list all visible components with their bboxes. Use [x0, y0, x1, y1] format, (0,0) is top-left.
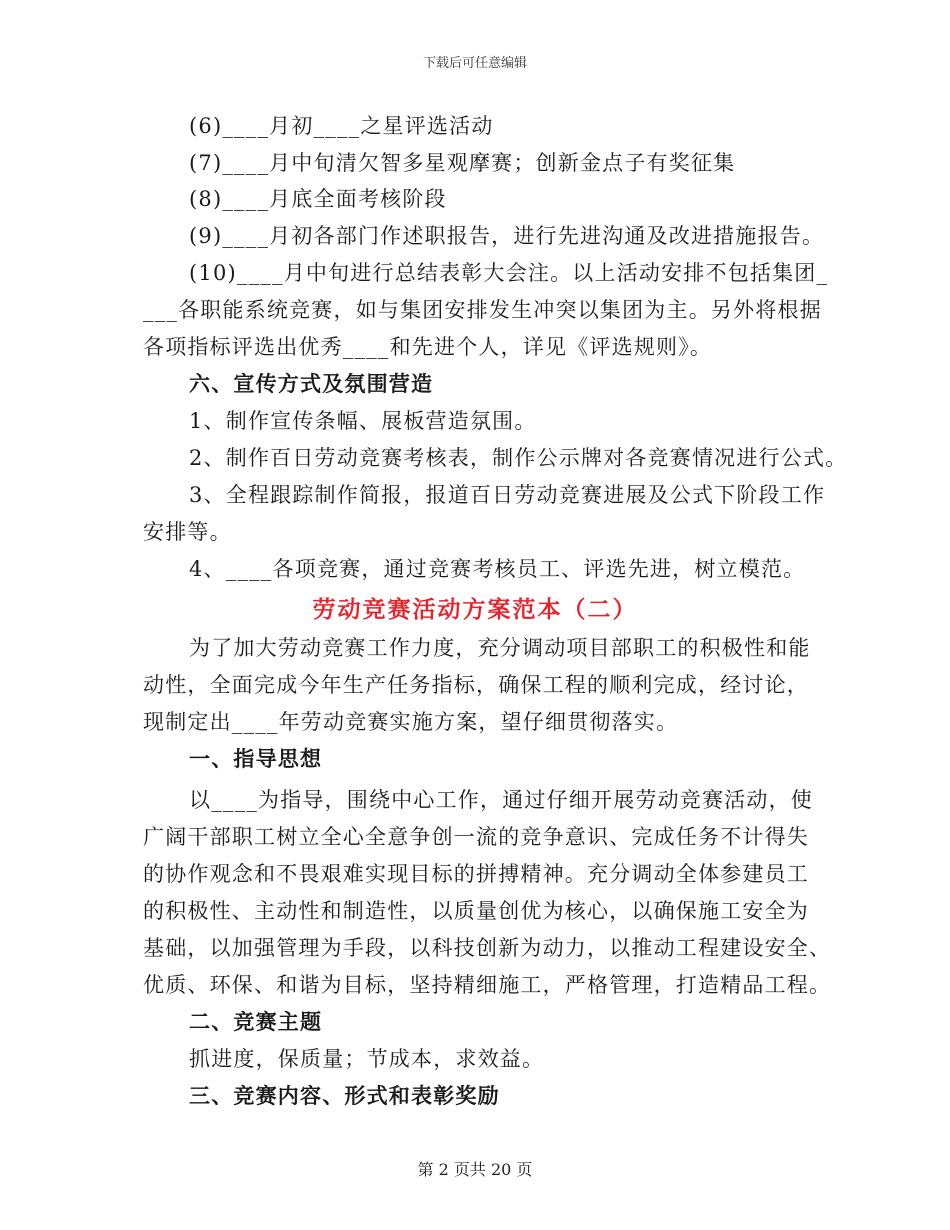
paragraph-line: 优质、环保、和谐为目标，坚持精细施工，严格管理，打造精品工程。	[143, 973, 832, 997]
list-item: (9)____月初各部门作述职报告，进行先进沟通及改进措施报告。	[189, 224, 825, 248]
section-title: 劳动竞赛活动方案范本（二）	[312, 596, 638, 623]
paragraph-line: 抓进度，保质量；节成本，求效益。	[189, 1047, 545, 1071]
paragraph-line: ___各职能系统竞赛，如与集团安排发生冲突以集团为主。另外将根据	[143, 298, 822, 322]
paragraph-line: 为了加大劳动竞赛工作力度，充分调动项目部职工的积极性和能	[189, 636, 811, 660]
section-heading: 三、竞赛内容、形式和表彰奖励	[189, 1083, 500, 1108]
page-footer: 第 2 页共 20 页	[417, 1160, 533, 1179]
list-item: 4、____各项竞赛，通过竞赛考核员工、评选先进，树立模范。	[189, 557, 806, 581]
paragraph-line: 现制定出____年劳动竞赛实施方案，望仔细贯彻落实。	[143, 710, 679, 734]
list-item: (8)____月底全面考核阶段	[189, 187, 447, 211]
paragraph-line: 以____为指导，围绕中心工作，通过仔细开展劳动竞赛活动，使	[189, 788, 813, 812]
paragraph-line: 各项指标评选出优秀____和先进个人，详见《评选规则》。	[143, 335, 713, 359]
list-item: (6)____月初____之星评选活动	[189, 114, 494, 138]
paragraph-line: 广阔干部职工树立全心全意争创一流的竞争意识、完成任务不计得失	[143, 825, 809, 849]
paragraph-line: 基础，以加强管理为手段，以科技创新为动力，以推动工程建设安全、	[143, 936, 832, 960]
paragraph-line: 动性，全面完成今年生产任务指标，确保工程的顺利完成，经讨论，	[143, 673, 809, 697]
list-item: 2、制作百日劳动竞赛考核表，制作公示牌对各竞赛情况进行公式。	[189, 446, 848, 470]
section-heading: 一、指导思想	[189, 746, 323, 771]
list-item: (10)____月中旬进行总结表彰大会注。以上活动安排不包括集团_	[189, 261, 829, 285]
list-item: (7)____月中旬清欠智多星观摩赛；创新金点子有奖征集	[189, 151, 736, 175]
paragraph-line: 的协作观念和不畏艰难实现目标的拼搏精神。充分调动全体参建员工	[143, 862, 809, 886]
paragraph-line: 的积极性、主动性和制造性，以质量创优为核心，以确保施工安全为	[143, 899, 809, 923]
page-header: 下载后可任意编辑	[422, 56, 527, 71]
paragraph-line: 安排等。	[143, 520, 232, 544]
list-item: 1、制作宣传条幅、展板营造氛围。	[189, 409, 537, 433]
list-item: 3、全程跟踪制作简报，报道百日劳动竞赛进展及公式下阶段工作	[189, 483, 826, 507]
section-heading: 二、竞赛主题	[189, 1009, 323, 1034]
section-heading: 六、宣传方式及氛围营造	[189, 371, 434, 396]
